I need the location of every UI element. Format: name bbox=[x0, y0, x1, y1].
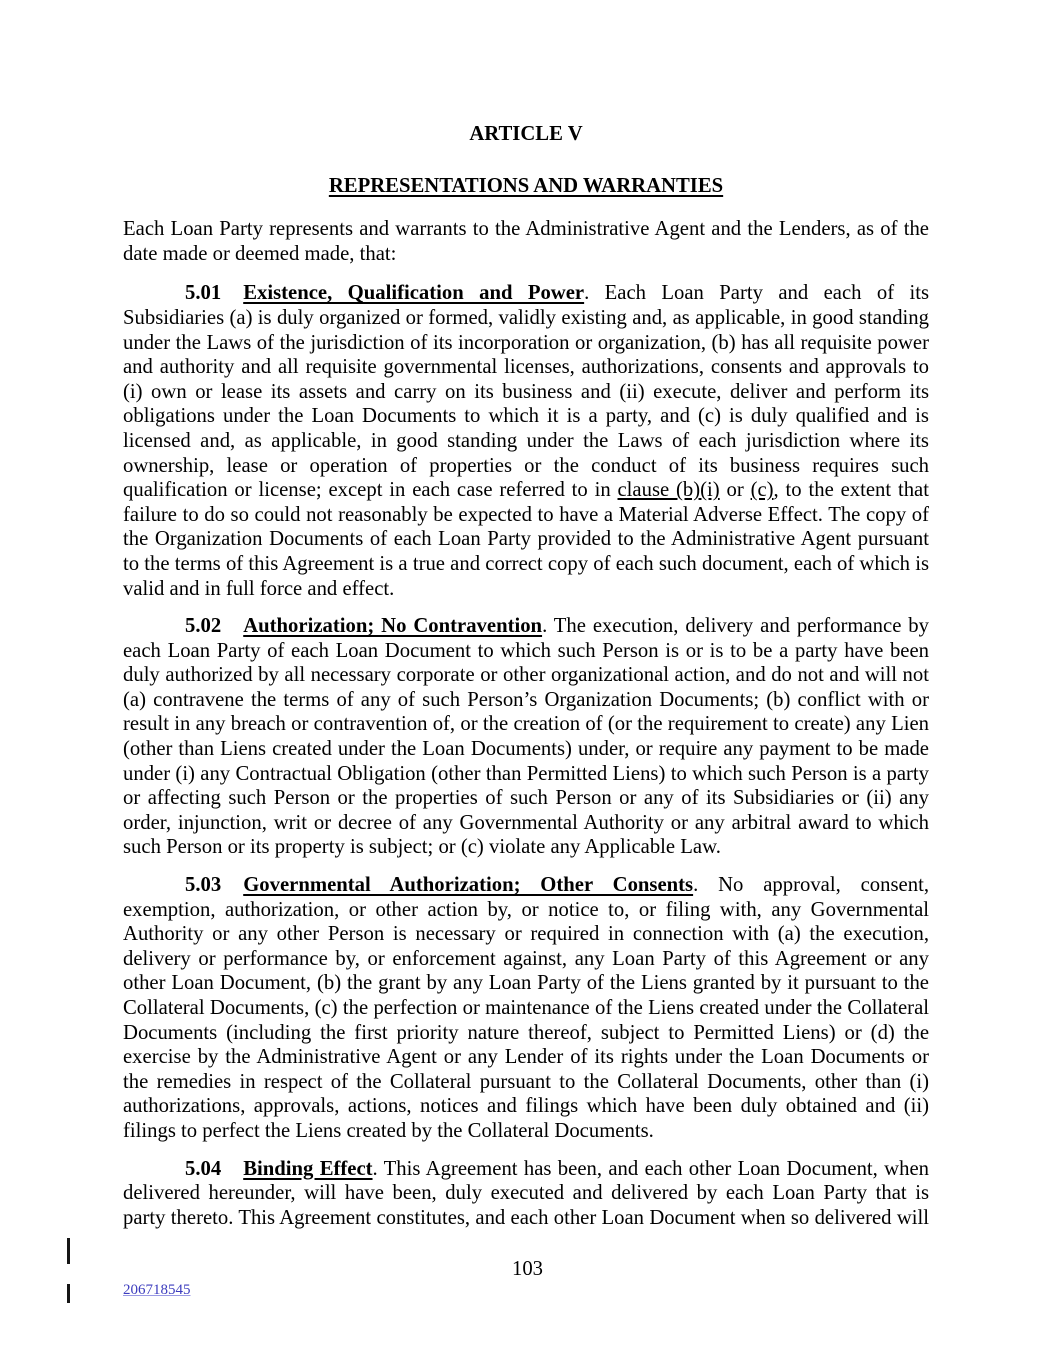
section-number: 5.01 bbox=[185, 282, 222, 305]
section-number: 5.04 bbox=[185, 1157, 222, 1180]
document-number-link[interactable]: 206718545 bbox=[123, 1282, 191, 1298]
article-title: REPRESENTATIONS AND WARRANTIES bbox=[328, 174, 724, 197]
section-paragraph-5-02 bbox=[123, 614, 929, 860]
section-heading: Binding Effect bbox=[243, 1157, 373, 1180]
section-paragraph-5-03 bbox=[123, 873, 929, 1144]
section-paragraph-5-04 bbox=[123, 1157, 929, 1231]
section-heading: Authorization; No Contravention bbox=[243, 615, 543, 638]
change-bar bbox=[67, 1284, 70, 1303]
change-bar bbox=[67, 1238, 70, 1264]
page-number: 103 bbox=[511, 1258, 544, 1280]
page-content bbox=[123, 122, 929, 1230]
section-heading: Existence, Qualification and Power bbox=[243, 282, 585, 305]
section-number: 5.02 bbox=[185, 615, 222, 638]
intro-paragraph: Each Loan Party represents and warrants to the Administrative Agent and the Lenders, as of the date made or deemed made, that: bbox=[123, 218, 929, 265]
section-body: . This Agreement has been, and each other Loan Document, when delivered hereunder, will have been, duly executed and delivered by each Loan Party that is party thereto. This Agreement constitutes, and each other Loan Document when so delivered will bbox=[123, 1157, 929, 1229]
section-heading: Governmental Authorization; Other Consents bbox=[243, 874, 694, 897]
section-body: . Each Loan Party and each of its Subsidiaries (a) is duly organized or formed, validly existing and, as applicable, in good standing under the Laws of the jurisdiction of its incorporation or organization, (b) has all requisite power and authority and all requisite governmental licenses, authorizations, consents and approvals to (i) own or lease its assets and carry on its business and (ii) execute, deliver and perform its obligations under the Loan Documents to which it is a party, and (c) is duly qualified and is licensed and, as applicable, in good standing under the Laws of each jurisdiction where its ownership, lease or operation of properties or the conduct of its business requires such qualification or license; except in each case referred to in clause (b)(i) or (c), to the extent that failure to do so could not reasonably be expected to have a Material Adverse Effect. The copy of the Organization Documents of each Loan Party provided to the Administrative Agent pursuant to the terms of this Agreement is a true and correct copy of each such document, each of which is valid and in full force and effect. bbox=[123, 282, 930, 600]
section-number: 5.03 bbox=[185, 874, 222, 897]
section-body: . No approval, consent, exemption, authorization, or other action by, or notice to, or filing with, any Governmental Authority or any other Person is necessary or required in connection with (a) the execution, delivery or performance by, or enforcement against, any Loan Party of this Agreement or any other Loan Document, (b) the grant by any Loan Party of the Liens granted by it pursuant to the Collateral Documents, (c) the perfection or maintenance of the Liens created under the Collateral Documents (including the first priority nature thereof, subject to Permitted Liens) or (d) the exercise by the Administrative Agent or any Lender of its rights under the Loan Documents or the remedies in respect of the Collateral pursuant to the Collateral Documents, other than (i) authorizations, approvals, actions, notices and filings which have been duly obtained and (ii) filings to perfect the Liens created by the Collateral Documents. bbox=[123, 874, 929, 1142]
section-paragraph-5-01 bbox=[123, 281, 929, 601]
article-heading: ARTICLE V bbox=[469, 123, 583, 145]
section-body: . The execution, delivery and performance by each Loan Party of each Loan Document to which such Person is or is to be a party have been duly authorized by all necessary corporate or other organizational action, and do not and will not (a) contravene the terms of any of such Person’s Organization Documents; (b) conflict with or result in any breach or contravention of, or the creation of (or the requirement to create) any Lien (other than Liens created under the Loan Documents) under, or require any payment to be made under (i) any Contractual Obligation (other than Permitted Liens) to which such Person is a party or affecting such Person or the properties of such Person or any of its Subsidiaries or (ii) any order, injunction, writ or decree of any Governmental Authority or any arbitral award to which such Person or its property is subject; or (c) violate any Applicable Law. bbox=[123, 615, 929, 859]
